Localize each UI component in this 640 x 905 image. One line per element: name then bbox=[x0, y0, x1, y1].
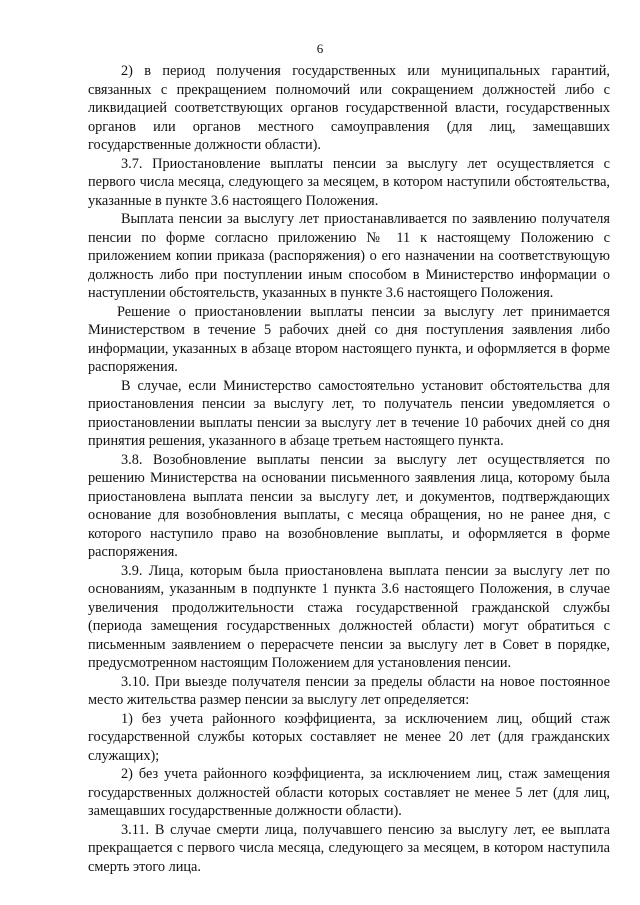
paragraph-suspension-decision: Решение о приостановлении выплаты пенсии за выслугу лет принимается Министерством в течение 5 рабочих дней со дня поступления заявления либо информации, указанных в абзаце втором настоящего пункта, и оформляется в форме распоряжения. bbox=[88, 303, 610, 375]
paragraph-suspension-application: Выплата пенсии за выслугу лет приостанавливается по заявлению получателя пенсии по форме согласно приложению № 11 к настоящему Положению с приложением копии приказа (распоряжения) о его назначении на соответствующую должность либо при поступлении иным способом в Министерство информации о наступлении обстоятельств, указанных в пункте 3.6 настоящего Положения. bbox=[88, 211, 610, 301]
paragraph-3-10: 3.10. При выезде получателя пенсии за пределы области на новое постоянное место жительства размер пенсии за выслугу лет определяется: bbox=[88, 673, 610, 708]
paragraph-3-10-item-2: 2) без учета районного коэффициента, за исключением лиц, стаж замещения государственных должностей области которых составляет не менее 5 лет (для лиц, замещавших государственные должности области). bbox=[88, 766, 610, 819]
paragraph-3-9: 3.9. Лица, которым была приостановлена выплата пенсии за выслугу лет по основаниям, указанным в подпункте 1 пункта 3.6 настоящего Положения, в случае увеличения продолжительности стажа государственной гражданской службы (периода замещения государственных должностей области) могут обратиться с письменным заявлением о перерасчете пенсии за выслугу лет в Совет в порядке, предусмотренном настоящим Положением для установления пенсии. bbox=[88, 562, 610, 671]
paragraph-3-7: 3.7. Приостановление выплаты пенсии за выслугу лет осуществляется с первого числа месяца, следующего за месяцем, в котором наступили обстоятельства, указанные в пункте 3.6 настоящего Положения. bbox=[88, 155, 610, 209]
page-number: 6 bbox=[316, 41, 324, 56]
paragraph-ministry-notification: В случае, если Министерство самостоятельно установит обстоятельства для приостановления пенсии за выслугу лет, то получатель пенсии уведомляется о приостановлении выплаты пенсии за выслугу лет в течение 10 рабочих дней со дня принятия решения, указанного в абзаце третьем настоящего пункта. bbox=[88, 377, 610, 449]
paragraph-3-11: 3.11. В случае смерти лица, получавшего пенсию за выслугу лет, ее выплата прекращается с первого числа месяца, следующего за месяцем, в котором наступила смерть этого лица. bbox=[88, 821, 610, 875]
paragraph-3-10-item-1: 1) без учета районного коэффициента, за исключением лиц, общий стаж государственной службы которых составляет не менее 20 лет (для гражданских служащих); bbox=[88, 710, 610, 764]
paragraph-3-8: 3.8. Возобновление выплаты пенсии за выслугу лет осуществляется по решению Министерства на основании письменного заявления лица, которому была приостановлена выплата пенсии за выслугу лет, и документов, подтверждающих основание для возобновления выплаты, с месяца обращения, но не ранее дня, с которого наступило право на возобновление выплаты, и оформляется в форме распоряжения. bbox=[88, 451, 610, 560]
paragraph-guarantees: 2) в период получения государственных или муниципальных гарантий, связанных с прекращением полномочий или сокращением должностей либо с ликвидацией соответствующих органов государственной власти, государственных органов или органов местного самоуправления (для лиц, замещавших государственные должности области). bbox=[88, 63, 610, 153]
document-body bbox=[88, 62, 610, 876]
